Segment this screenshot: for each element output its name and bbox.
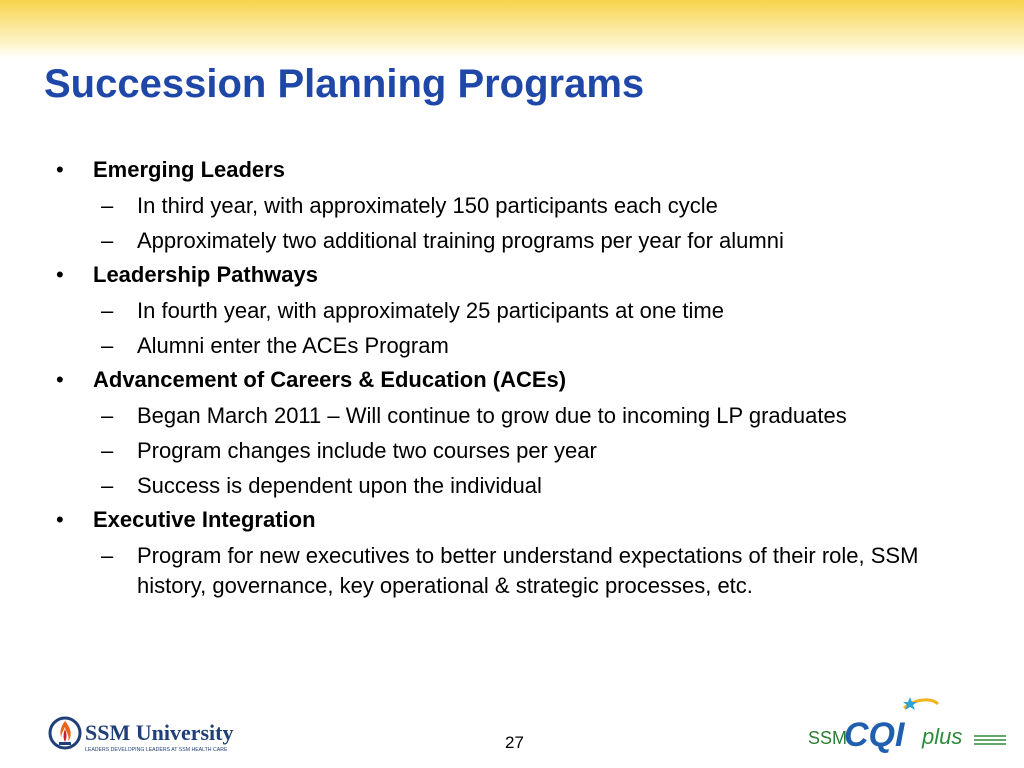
list-item [56,331,927,361]
dash-icon: – [101,228,114,253]
dash-icon: – [101,403,114,428]
cqi-main: CQI [844,716,905,754]
section-heading [56,261,956,289]
slide-title: Succession Planning Programs [44,62,645,106]
ssm-university-logo [48,715,268,755]
bullet-icon: • [56,507,64,532]
list-item-text: Success is dependent upon the individual [137,473,542,498]
section-heading [56,506,956,534]
cqi-suffix: plus [922,724,963,749]
slide-content [56,156,956,606]
dash-icon: – [101,333,114,358]
header-gradient-band [0,0,1024,58]
ssm-university-tagline: LEADERS DEVELOPING LEADERS AT SSM HEALTH CARE [85,747,228,753]
flame-emblem-icon [48,715,268,755]
dash-icon: – [101,298,114,323]
bullet-icon: • [56,157,64,182]
list-item-text: Approximately two additional training programs per year for alumni [137,228,784,253]
star-swoosh-icon [808,696,1008,756]
list-item [56,401,927,431]
dash-icon: – [101,473,114,498]
dash-icon: – [101,543,114,568]
list-item-text: Alumni enter the ACEs Program [137,333,449,358]
bullet-icon: • [56,367,64,392]
list-item-text: In fourth year, with approximately 25 participants at one time [137,298,724,323]
cqi-plus-logo [808,696,1008,756]
list-item [56,436,927,466]
list-item [56,296,927,326]
cqi-prefix: SSM [808,728,848,748]
list-item [56,471,927,501]
section-heading [56,366,956,394]
section-heading-text: Emerging Leaders [93,157,285,182]
dash-icon: – [101,193,114,218]
list-item-text: Program changes include two courses per year [137,438,597,463]
list-item [56,226,927,256]
page-number: 27 [505,733,524,752]
list-item [56,541,927,601]
section-heading-text: Leadership Pathways [93,262,318,287]
list-item-text: In third year, with approximately 150 participants each cycle [137,193,718,218]
dash-icon: – [101,438,114,463]
list-item-text: Program for new executives to better understand expectations of their role, SSM history, governance, key operational & strategic processes, etc. [137,543,919,598]
section-heading [56,156,956,184]
section-heading-text: Advancement of Careers & Education (ACEs) [93,367,567,392]
bullet-icon: • [56,262,64,287]
list-item-text: Began March 2011 – Will continue to grow due to incoming LP graduates [137,403,847,428]
list-item [56,191,927,221]
section-heading-text: Executive Integration [93,507,316,532]
ssm-university-name: SSM University [85,720,234,745]
